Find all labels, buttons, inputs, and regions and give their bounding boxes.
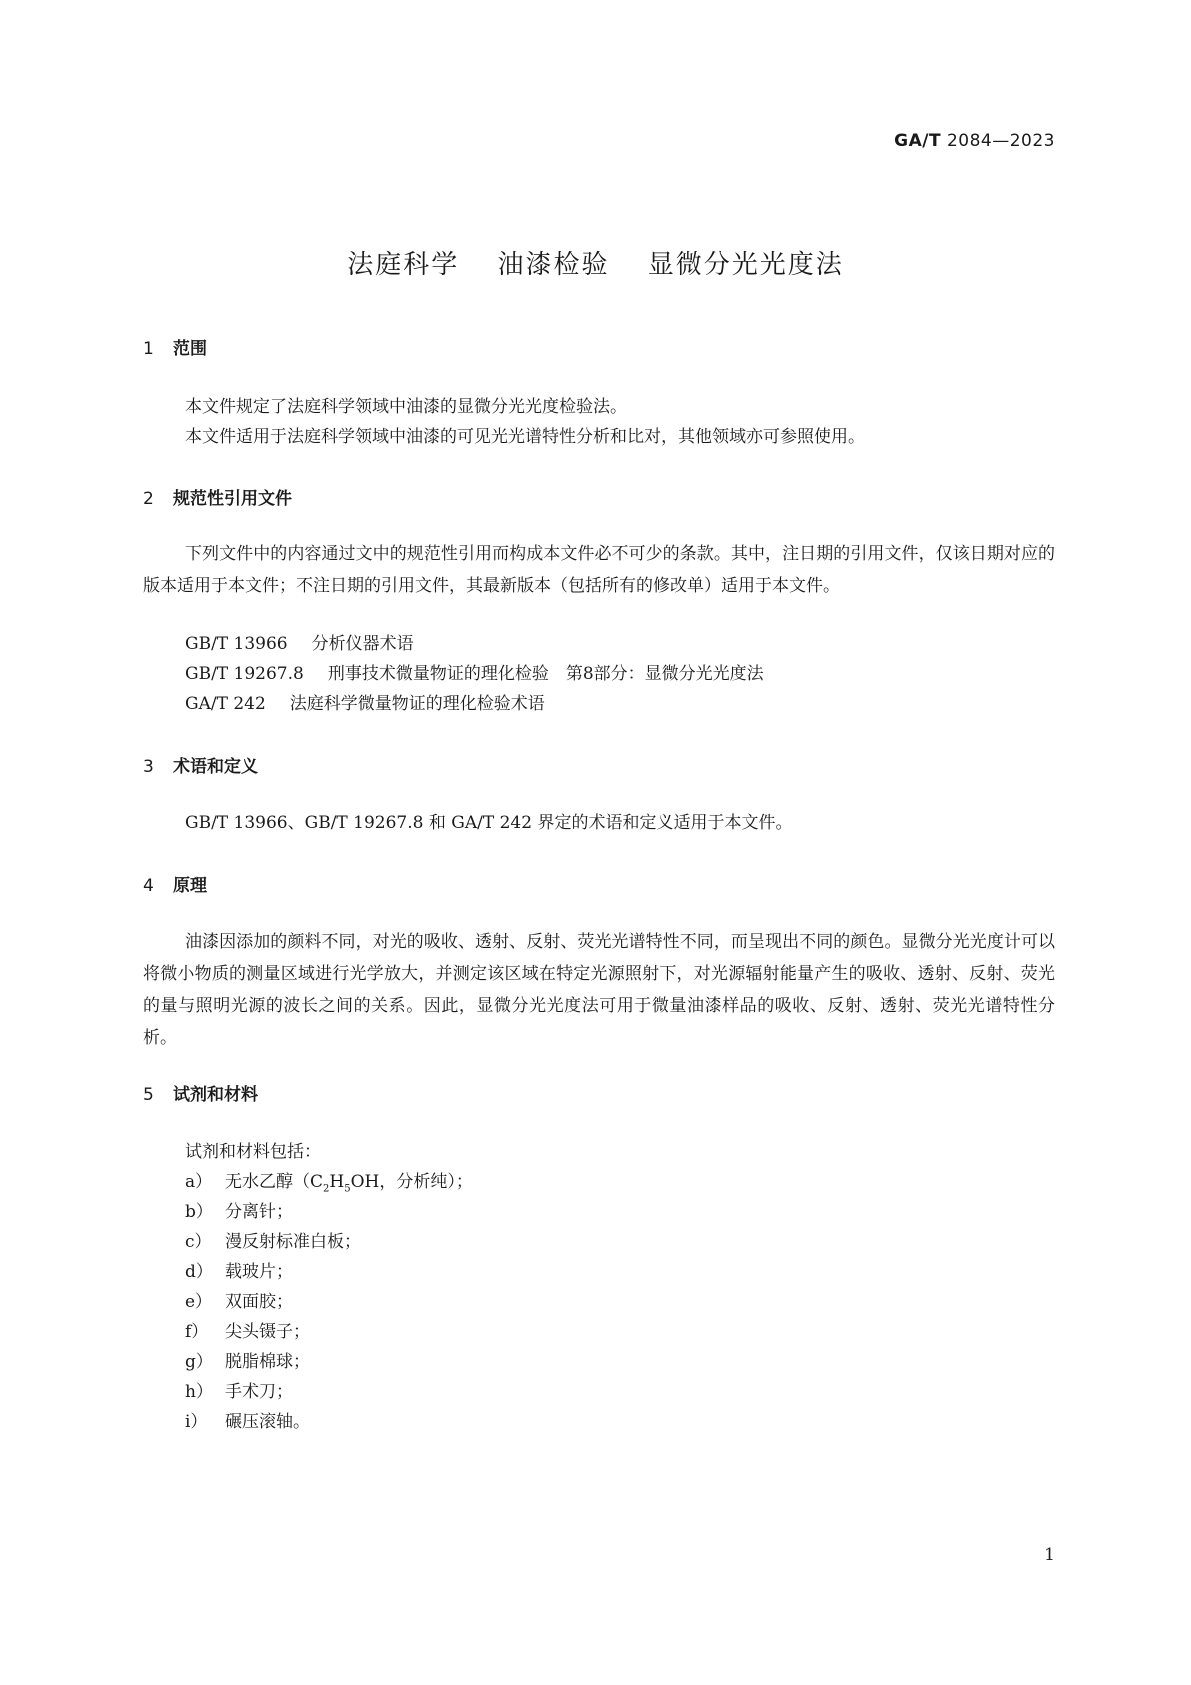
section-title: 范围 bbox=[173, 339, 207, 359]
title-part-2: 油漆检验 bbox=[497, 250, 610, 280]
list-text: 手术刀； bbox=[225, 1382, 293, 1402]
list-item bbox=[185, 1196, 293, 1228]
list-item bbox=[185, 1406, 310, 1438]
standard-code-number: 2084—2023 bbox=[946, 131, 1055, 151]
list-item bbox=[185, 1376, 293, 1408]
section-3-heading bbox=[143, 752, 258, 777]
section-title: 试剂和材料 bbox=[173, 1085, 258, 1105]
reference-item bbox=[185, 658, 764, 690]
reference-code: GB/T 13966 bbox=[185, 634, 288, 654]
list-item bbox=[185, 1286, 293, 1318]
title-part-1: 法庭科学 bbox=[347, 250, 460, 280]
list-marker: b） bbox=[185, 1202, 213, 1222]
section-1-paragraph-2: 本文件适用于法庭科学领域中油漆的可见光光谱特性分析和比对，其他领域亦可参照使用。 bbox=[185, 427, 865, 447]
section-number: 4 bbox=[143, 876, 154, 896]
section-number: 5 bbox=[143, 1085, 154, 1105]
list-text-part: H bbox=[329, 1172, 345, 1192]
list-marker: d） bbox=[185, 1262, 213, 1282]
list-marker: g） bbox=[185, 1352, 213, 1372]
reference-code: GB/T 19267.8 bbox=[185, 664, 304, 684]
section-number: 3 bbox=[143, 757, 154, 777]
reference-item bbox=[185, 688, 545, 720]
section-2-paragraph: 下列文件中的内容通过文中的规范性引用而构成本文件必不可少的条款。其中，注日期的引用文件，仅该日期对应的版本适用于本文件；不注日期的引用文件，其最新版本（包括所有的修改单）适用于本文件。 bbox=[143, 544, 1055, 596]
reference-name: 分析仪器术语 bbox=[311, 634, 414, 654]
page-number: 1 bbox=[1044, 1545, 1055, 1565]
list-text: 脱脂棉球； bbox=[225, 1352, 310, 1372]
section-4-paragraph: 油漆因添加的颜料不同，对光的吸收、透射、反射、荧光光谱特性不同，而呈现出不同的颜色。显微分光光度计可以将微小物质的测量区域进行光学放大，并测定该区域在特定光源照射下，对光源辐射能量产生的吸收、透射、反射、荧光的量与照明光源的波长之间的关系。因此，显微分光光度法可用于微量油漆样品的吸收、反射、透射、荧光光谱特性分析。 bbox=[143, 932, 1055, 1048]
reference-name: 法庭科学微量物证的理化检验术语 bbox=[289, 694, 545, 714]
list-marker: h） bbox=[185, 1382, 213, 1402]
list-text: 碾压滚轴。 bbox=[225, 1412, 310, 1432]
subscript: 5 bbox=[344, 1183, 351, 1195]
list-text: 分离针； bbox=[225, 1202, 293, 1222]
list-item bbox=[185, 1226, 361, 1258]
list-item bbox=[185, 1256, 293, 1288]
list-text-part: 无水乙醇（C bbox=[225, 1172, 324, 1192]
reference-item bbox=[185, 628, 414, 660]
section-5-heading bbox=[143, 1080, 258, 1105]
section-title: 术语和定义 bbox=[173, 757, 258, 777]
reference-code: GA/T 242 bbox=[185, 694, 266, 714]
list-marker: f） bbox=[185, 1322, 209, 1342]
list-text: 尖头镊子； bbox=[225, 1322, 310, 1342]
list-marker: c） bbox=[185, 1232, 212, 1252]
section-title: 规范性引用文件 bbox=[173, 489, 292, 509]
list-item bbox=[185, 1346, 310, 1378]
section-1-paragraph-1: 本文件规定了法庭科学领域中油漆的显微分光光度检验法。 bbox=[185, 397, 627, 417]
section-3-paragraph: GB/T 13966、GB/T 19267.8 和 GA/T 242 界定的术语和定义适用于本文件。 bbox=[185, 813, 793, 833]
list-text: 漫反射标准白板； bbox=[225, 1232, 361, 1252]
section-number: 1 bbox=[143, 339, 154, 359]
document-title bbox=[0, 244, 1191, 281]
section-4-heading bbox=[143, 871, 207, 896]
list-text-part: OH，分析纯）； bbox=[350, 1172, 473, 1192]
reference-name: 刑事技术微量物证的理化检验 第8部分：显微分光光度法 bbox=[327, 664, 764, 684]
list-text: 载玻片； bbox=[225, 1262, 293, 1282]
section-1-heading bbox=[143, 334, 207, 359]
section-5-intro: 试剂和材料包括： bbox=[185, 1142, 321, 1162]
standard-code-prefix: GA/T bbox=[894, 131, 942, 151]
standard-code bbox=[894, 131, 1055, 151]
list-marker: e） bbox=[185, 1292, 213, 1312]
section-title: 原理 bbox=[173, 876, 207, 896]
section-2-heading bbox=[143, 484, 292, 509]
list-marker: i） bbox=[185, 1412, 208, 1432]
title-part-3: 显微分光光度法 bbox=[647, 250, 844, 280]
list-marker: a） bbox=[185, 1172, 213, 1192]
section-number: 2 bbox=[143, 489, 154, 509]
subscript: 2 bbox=[323, 1183, 330, 1195]
list-item bbox=[185, 1316, 310, 1348]
list-text: 双面胶； bbox=[225, 1292, 293, 1312]
